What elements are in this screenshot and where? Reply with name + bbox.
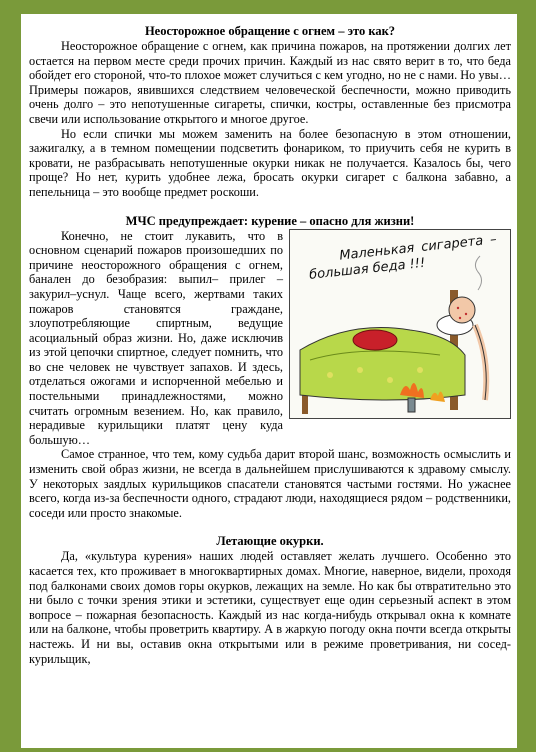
paragraph-text: Конечно, не стоит лукавить, что в основном сценарий пожаров произошедших по причине неосторожного обращения с огнем, банален до безобразия: выпил– прилег – закурил–уснул. Чаще всего, жертвами таких пожаров становятся граждане, злоупотребляющие спиртным, ведущие асоциальный образ жизни. Но, даже исключив из этой цепочки спиртное, следует помнить, что во сне человек не чувствует запахов. И здесь, отделаться ожогами и испорченной мебелью и постельными принадлежностями, можно считать огромным везением. Но, как правило, нерадивые курильщики платят цену куда большую… [29,228,283,447]
section-title-2: МЧС предупреждает: курение – опасно для жизни! [125,213,415,228]
section-title-3: Летающие окурки. [216,534,324,549]
section-title-1: Неосторожное обращение с огнем – это как? [144,24,396,38]
paragraph: Да, «культура курения» наших людей оставляет желать лучшего. Особенно это касается тех, кто проживает в многоквартирных домах. Многие, наверное, видели, проходя под балконами своих домов горы окурков, лежащих на земле. Но как бы отвратительно это ни было с точки зрения этики и эстетики, существует еще один серьезный аспект в этом вопросе – пожарная безопасность. Каждый из нас когда-нибудь открывал окна к комнате или на балконе, чтобы проветрить квартиру. А в жаркую погоду окна почти всегда открыты настежь. И ни вы, оставив окна открытыми или в режиме проветривания, ни сосед-курильщик, [29,549,511,666]
cartoon-illustration [289,229,511,419]
document-content [29,24,511,666]
paragraph-with-figure [29,229,511,448]
illustration-caption: Маленькая сигарета – большая беда !!! [308,231,498,283]
paragraph: Самое странное, что тем, кому судьба дарит второй шанс, возможность осмыслить и изменить свой образ жизни, не всегда в дальнейшем прислушиваются к здравому смыслу. У некоторых заядлых курильщиков спасатели становятся частыми гостями. Но ужаснее всего, когда из-за беспечности одного, страдают люди, находящиеся рядом – родственники, соседи или просто знакомые. [29,447,511,520]
document-page [21,14,517,748]
paragraph: Но если спички мы можем заменить на более безопасную в этом отношении, зажигалку, а в темном помещении подсветить фонариком, то приучить себя не курить в кровати, не разбрасывать непотушенные окурки никак не получается. Казалось бы, чего проще? Но нет, курить удобнее лежа, бросать окурки сигарет с балкона забавно, а пепельница – это вообще предмет роскоши. [29,126,511,199]
paragraph: Неосторожное обращение с огнем, как причина пожаров, на протяжении долгих лет остается на первом месте среди прочих причин. Каждый из нас свято верит в то, что беда обойдет его стороной, что-то плохое может случиться с кем угодно, но не с нами. Но увы… Примеры пожаров, явившихся следствием человеческой беспечности, можно приводить очень долго – это непотушенные сигареты, спички, костры, оставленные без присмотра свечи или использование открытого и многое другое. [29,39,511,126]
